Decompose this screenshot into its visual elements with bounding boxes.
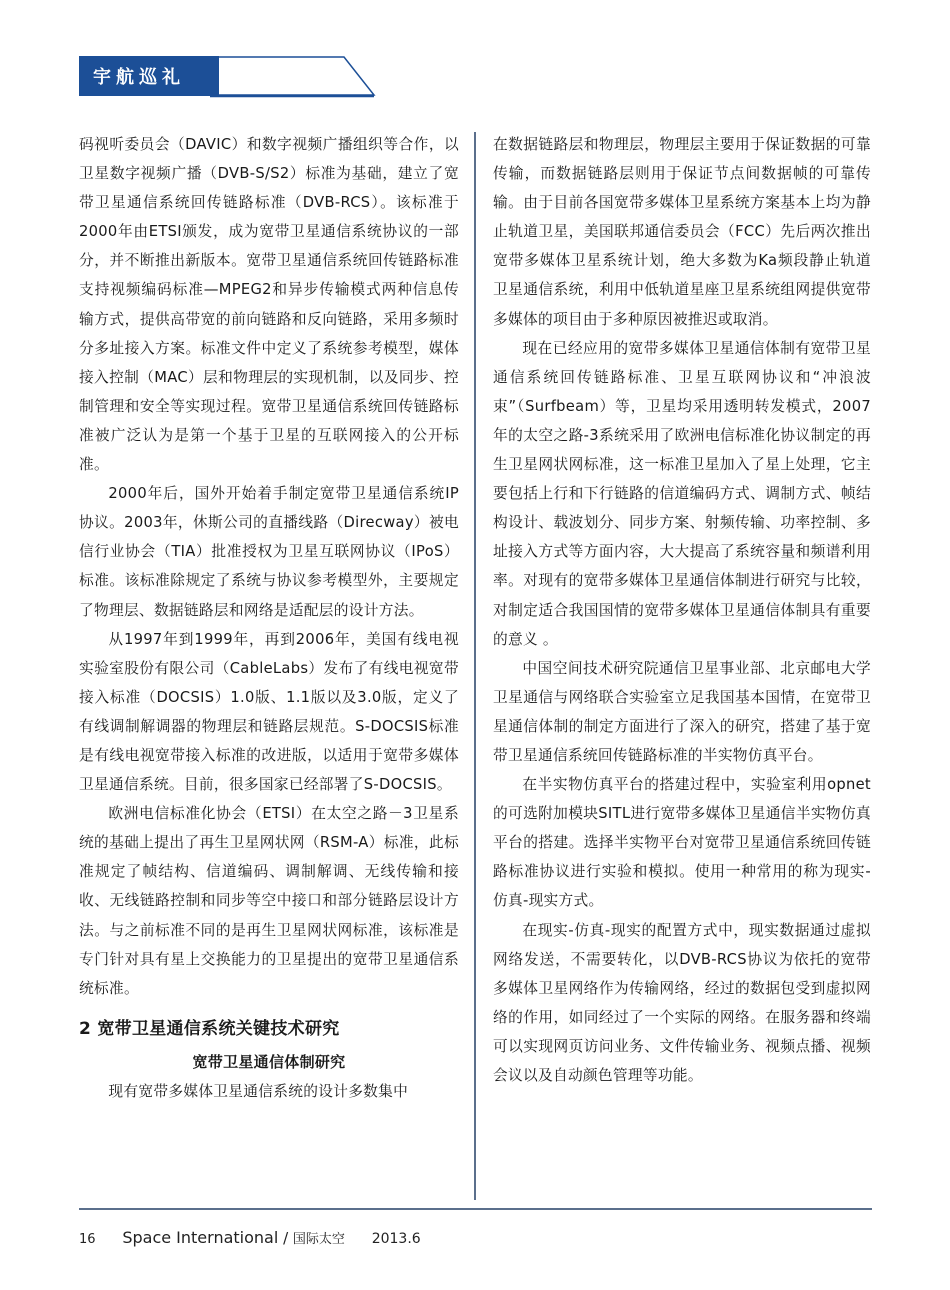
paragraph: 在现实-仿真-现实的配置方式中，现实数据通过虚拟网络发送，不需要转化，以DVB-RCS协议为依托的宽带多媒体卫星网络作为传输网络，经过的数据包受到虚拟网络的作用，如同经过了一个实际的网络。在服务器和终端可以实现网页访问业务、文件传输业务、视频点播、视频会议以及自动颜色管理等功能。	[493, 921, 871, 1084]
section-header-tab	[79, 56, 219, 96]
subsection-heading: 宽带卫星通信体制研究	[192, 1052, 346, 1071]
journal-name-en: Space International	[122, 1228, 279, 1247]
page-footer	[79, 1228, 421, 1247]
paragraph: 现在已经应用的宽带多媒体卫星通信体制有宽带卫星通信系统回传链路标准、卫星互联网协议和“冲浪波束”（Surfbeam）等，卫星均采用透明转发模式，2007年的太空之路-3系统采用了欧洲电信标准化协议制定的再生卫星网状网标准，这一标准卫星加入了星上处理，它主要包括上行和下行链路的信道编码方式、调制方式、帧结构设计、载波划分、同步方案、射频传输、功率控制、多址接入方式等方面内容，大大提高了系统容量和频谱利用率。对现有的宽带多媒体卫星通信体制进行研究与比较，对制定适合我国国情的宽带多媒体卫星通信体制具有重要的意义 。	[493, 339, 871, 648]
issue-number: 2013.6	[371, 1231, 421, 1247]
right-column	[493, 130, 871, 1090]
left-column	[79, 130, 459, 1106]
paragraph: 欧洲电信标准化协会（ETSI）在太空之路－3卫星系统的基础上提出了再生卫星网状网（RSM-A）标准，此标准规定了帧结构、信道编码、调制解调、无线传输和接收、无线链路控制和同步等空中接口和部分链路层设计方法。与之前标准不同的是再生卫星网状网标准，该标准是专门针对具有星上交换能力的卫星提出的宽带卫星通信系统标准。	[79, 805, 459, 997]
paragraph: 现有宽带多媒体卫星通信系统的设计多数集中	[108, 1082, 409, 1100]
paragraph: 从1997年到1999年，再到2006年，美国有线电视实验室股份有限公司（CableLabs）发布了有线电视宽带接入标准（DOCSIS）1.0版、1.1版以及3.0版，定义了有线调制解调器的物理层和链路层规范。S-DOCSIS标准是有线电视宽带接入标准的改进版，以适用于宽带多媒体卫星通信系统。目前，很多国家已经部署了S-DOCSIS。	[79, 630, 459, 794]
section-heading: 2 宽带卫星通信系统关键技术研究	[79, 1018, 340, 1039]
column-divider	[474, 132, 476, 1200]
page-number: 16	[79, 1232, 96, 1247]
journal-separator: /	[278, 1229, 293, 1247]
section-title: 宇航巡礼	[93, 67, 185, 88]
footer-rule	[79, 1208, 872, 1210]
paragraph: 中国空间技术研究院通信卫星事业部、北京邮电大学卫星通信与网络联合实验室立足我国基本国情，在宽带卫星通信体制的制定方面进行了深入的研究，搭建了基于宽带卫星通信系统回传链路标准的半实物仿真平台。	[493, 659, 871, 764]
journal-name-cn: 国际太空	[292, 1232, 345, 1247]
header-decoration	[210, 56, 380, 98]
paragraph: 在半实物仿真平台的搭建过程中，实验室利用opnet的可选附加模块SITL进行宽带多媒体卫星通信半实物仿真平台的搭建。选择半实物平台对宽带卫星通信系统回传链路标准协议进行实验和模拟。使用一种常用的称为现实-仿真-现实方式。	[493, 776, 871, 910]
paragraph: 码视听委员会（DAVIC）和数字视频广播组织等合作，以卫星数字视频广播（DVB-S/S2）标准为基础，建立了宽带卫星通信系统回传链路标准（DVB-RCS）。该标准于2000年由ETSI颁发，成为宽带卫星通信系统协议的一部分，并不断推出新版本。宽带卫星通信系统回传链路标准支持视频编码标准—MPEG2和异步传输模式两种信息传输方式，提供高带宽的前向链路和反向链路，采用多频时分多址接入方案。标准文件中定义了系统参考模型，媒体接入控制（MAC）层和物理层的实现机制，以及同步、控制管理和安全等实现过程。宽带卫星通信系统回传链路标准被广泛认为是第一个基于卫星的互联网接入的公开标准。	[79, 136, 459, 474]
paragraph: 2000年后，国外开始着手制定宽带卫星通信系统IP协议。2003年，休斯公司的直播线路（Direcway）被电信行业协会（TIA）批准授权为卫星互联网协议（IPoS）标准。该标准除规定了系统与协议参考模型外，主要规定了物理层、数据链路层和网络是适配层的设计方法。	[79, 485, 459, 619]
paragraph: 在数据链路层和物理层，物理层主要用于保证数据的可靠传输，而数据链路层则用于保证节点间数据帧的可靠传输。由于目前各国宽带多媒体卫星系统方案基本上均为静止轨道卫星，美国联邦通信委员会（FCC）先后两次推出宽带多媒体卫星系统计划，绝大多数为Ka频段静止轨道卫星通信系统，利用中低轨道星座卫星系统组网提供宽带多媒体的项目由于多种原因被推迟或取消。	[493, 136, 871, 328]
